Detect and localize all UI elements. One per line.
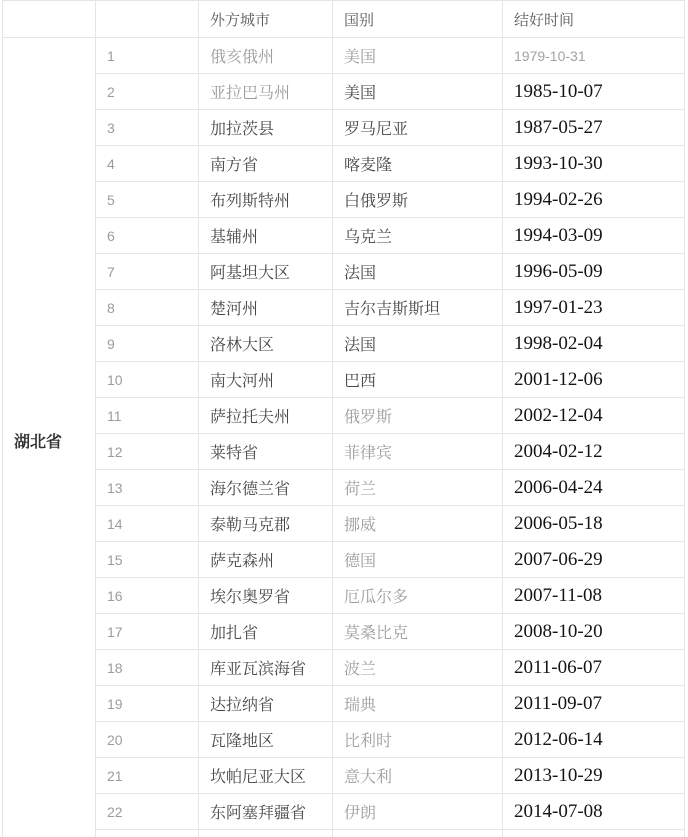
table-row [3,578,685,614]
row-number: 20 [96,722,199,758]
friendship-date-cell: 2013-10-29 [503,758,685,794]
country-cell: 意大利 [333,758,503,794]
country-cell: 法国 [333,326,503,362]
header-province [3,1,96,38]
table-row [3,434,685,470]
friendship-date-cell: 2014-07-08 [503,794,685,830]
row-number: 14 [96,506,199,542]
friendship-date-cell: 1994-02-26 [503,182,685,218]
sister-cities-table [2,0,685,837]
country-cell: 罗马尼亚 [333,110,503,146]
foreign-city-cell: 东阿塞拜疆省 [199,794,333,830]
country-cell: 法国 [333,254,503,290]
header-country: 国别 [333,1,503,38]
foreign-city-cell: 泰勒马克郡 [199,506,333,542]
friendship-date-cell: 1985-10-07 [503,74,685,110]
table-row [3,218,685,254]
friendship-date-cell: 1993-10-30 [503,146,685,182]
table-row [3,326,685,362]
row-number: 1 [96,38,199,74]
table-row [3,686,685,722]
country-cell: 吉尔吉斯斯坦 [333,290,503,326]
country-cell: 德国 [333,542,503,578]
friendship-date-cell: 2012-06-14 [503,722,685,758]
foreign-city-cell: 萨克森州 [199,542,333,578]
table-row [3,38,685,74]
friendship-date-cell: 1987-05-27 [503,110,685,146]
table-row [3,722,685,758]
row-number: 15 [96,542,199,578]
partial-next-row [3,830,685,837]
header-friendship-date: 结好时间 [503,1,685,38]
header-foreign-city: 外方城市 [199,1,333,38]
table-row [3,650,685,686]
table-row [3,290,685,326]
foreign-city-cell: 南方省 [199,146,333,182]
table-row [3,254,685,290]
friendship-date-cell: 2006-04-24 [503,470,685,506]
country-cell: 挪威 [333,506,503,542]
table-row [3,74,685,110]
country-cell: 荷兰 [333,470,503,506]
friendship-date-cell: 2011-06-07 [503,650,685,686]
friendship-date-cell: 2001-12-06 [503,362,685,398]
friendship-date-cell: 2004-02-12 [503,434,685,470]
foreign-city-cell: 坎帕尼亚大区 [199,758,333,794]
row-number: 5 [96,182,199,218]
row-number: 17 [96,614,199,650]
friendship-date-cell: 1994-03-09 [503,218,685,254]
table-row [3,110,685,146]
row-number: 9 [96,326,199,362]
table-body [3,38,685,837]
row-number: 6 [96,218,199,254]
friendship-date-cell: 2002-12-04 [503,398,685,434]
table-row [3,182,685,218]
empty-cell [503,830,685,837]
foreign-city-cell: 莱特省 [199,434,333,470]
empty-cell [199,830,333,837]
row-number: 21 [96,758,199,794]
foreign-city-cell: 达拉纳省 [199,686,333,722]
province-cell: 湖北省 [3,38,96,837]
country-cell: 美国 [333,38,503,74]
foreign-city-cell: 阿基坦大区 [199,254,333,290]
country-cell: 美国 [333,74,503,110]
row-number: 19 [96,686,199,722]
country-cell: 波兰 [333,650,503,686]
empty-cell [333,830,503,837]
friendship-date-cell: 2008-10-20 [503,614,685,650]
row-number: 7 [96,254,199,290]
row-number: 13 [96,470,199,506]
friendship-date-cell: 2007-06-29 [503,542,685,578]
foreign-city-cell: 基辅州 [199,218,333,254]
row-number: 16 [96,578,199,614]
foreign-city-cell: 南大河州 [199,362,333,398]
table-row [3,362,685,398]
country-cell: 比利时 [333,722,503,758]
row-number: 22 [96,794,199,830]
friendship-date-cell: 1996-05-09 [503,254,685,290]
header-index [96,1,199,38]
foreign-city-cell: 萨拉托夫州 [199,398,333,434]
friendship-date-cell: 1979-10-31 [503,38,685,74]
table-row [3,614,685,650]
table-row [3,794,685,830]
foreign-city-cell: 库亚瓦滨海省 [199,650,333,686]
foreign-city-cell: 海尔德兰省 [199,470,333,506]
country-cell: 莫桑比克 [333,614,503,650]
foreign-city-cell: 加扎省 [199,614,333,650]
country-cell: 俄罗斯 [333,398,503,434]
row-number: 11 [96,398,199,434]
country-cell: 乌克兰 [333,218,503,254]
country-cell: 瑞典 [333,686,503,722]
table-header-row [3,1,685,38]
friendship-date-cell: 1998-02-04 [503,326,685,362]
empty-cell [96,830,199,837]
table-row [3,398,685,434]
country-cell: 菲律宾 [333,434,503,470]
friendship-date-cell: 2007-11-08 [503,578,685,614]
table-row [3,470,685,506]
row-number: 2 [96,74,199,110]
row-number: 4 [96,146,199,182]
row-number: 12 [96,434,199,470]
country-cell: 巴西 [333,362,503,398]
row-number: 8 [96,290,199,326]
table-row [3,506,685,542]
foreign-city-cell: 瓦隆地区 [199,722,333,758]
friendship-date-cell: 2006-05-18 [503,506,685,542]
foreign-city-cell: 埃尔奥罗省 [199,578,333,614]
table-row [3,758,685,794]
foreign-city-cell: 洛林大区 [199,326,333,362]
country-cell: 厄瓜尔多 [333,578,503,614]
foreign-city-cell: 楚河州 [199,290,333,326]
table-row [3,542,685,578]
row-number: 18 [96,650,199,686]
foreign-city-cell: 加拉茨县 [199,110,333,146]
table-row [3,146,685,182]
country-cell: 白俄罗斯 [333,182,503,218]
foreign-city-cell: 俄亥俄州 [199,38,333,74]
friendship-date-cell: 1997-01-23 [503,290,685,326]
foreign-city-cell: 亚拉巴马州 [199,74,333,110]
country-cell: 喀麦隆 [333,146,503,182]
foreign-city-cell: 布列斯特州 [199,182,333,218]
friendship-date-cell: 2011-09-07 [503,686,685,722]
row-number: 10 [96,362,199,398]
country-cell: 伊朗 [333,794,503,830]
row-number: 3 [96,110,199,146]
